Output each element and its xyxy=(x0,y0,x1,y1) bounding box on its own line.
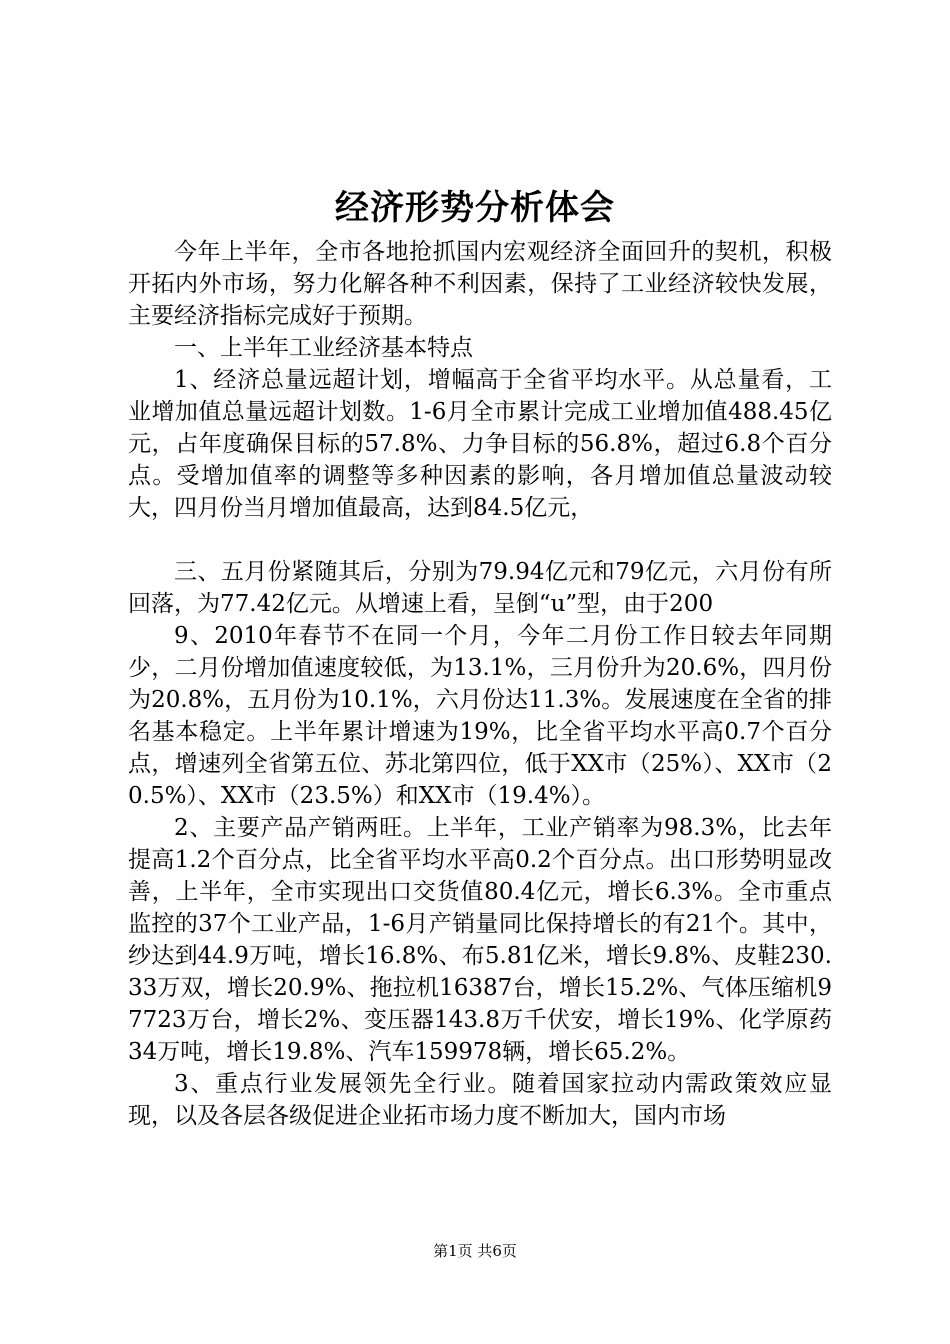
intro-paragraph: 今年上半年，全市各地抢抓国内宏观经济全面回升的契机，积极开拓内外市场，努力化解各种不利因素，保持了工业经济较快发展，主要经济指标完成好于预期。 xyxy=(128,239,832,329)
document-title: 经济形势分析体会 xyxy=(335,188,615,228)
section-heading: 一、上半年工业经济基本特点 xyxy=(174,335,473,361)
document-body xyxy=(128,236,832,1132)
paragraph-growth-rate: 9、2010年春节不在同一个月，今年二月份工作日较去年同期少，二月份增加值速度较低，为13.1%，三月份升为20.6%，四月份为20.8%，五月份为10.1%，六月份达11.3%。发展速度在全省的排名基本稳定。上半年累计增速为19%，比全省平均水平高0.7个百分点，增速列全省第五位、苏北第四位，低于XX市（25%）、XX市（20.5%）、XX市（23.5%）和XX市（19.4%）。 xyxy=(128,623,832,809)
paragraph-monthly-output: 三、五月份紧随其后，分别为79.94亿元和79亿元，六月份有所回落，为77.42亿元。从增速上看，呈倒“u”型，由于200 xyxy=(128,559,832,617)
page-number: 第1页 共6页 xyxy=(433,1242,517,1260)
paragraph-products: 2、主要产品产销两旺。上半年，工业产销率为98.3%，比去年提高1.2个百分点，比全省平均水平高0.2个百分点。出口形势明显改善，上半年，全市实现出口交货值80.4亿元，增长6.3%。全市重点监控的37个工业产品，1-6月产销量同比保持增长的有21个。其中，纱达到44.9万吨，增长16.8%、布5.81亿米，增长9.8%、皮鞋230.33万双，增长20.9%、拖拉机16387台，增长15.2%、气体压缩机97723万台，增长2%、变压器143.8万千伏安，增长19%、化学原药34万吨，增长19.8%、汽车159978辆，增长65.2%。 xyxy=(128,815,832,1065)
paragraph-key-industries: 3、重点行业发展领先全行业。随着国家拉动内需政策效应显现，以及各层各级促进企业拓市场力度不断加大，国内市场 xyxy=(128,1071,832,1129)
paragraph-total-output: 1、经济总量远超计划，增幅高于全省平均水平。从总量看，工业增加值总量远超计划数。1-6月全市累计完成工业增加值488.45亿元，占年度确保目标的57.8%、力争目标的56.8%，超过6.8个百分点。受增加值率的调整等多种因素的影响，各月增加值总量波动较大，四月份当月增加值最高，达到84.5亿元， xyxy=(128,367,832,521)
